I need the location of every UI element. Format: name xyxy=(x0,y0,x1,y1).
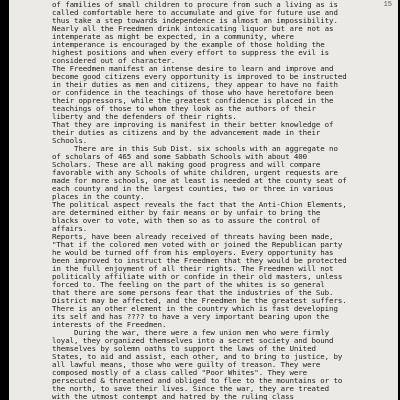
text-line: forced to. The feeling on the part of the whites is so general xyxy=(52,280,325,289)
text-line: persecuted & threatened and obliged to flee to the mountains or to xyxy=(52,376,343,385)
text-line: There is an other element in the country which is fast developing xyxy=(52,304,338,313)
text-line: all lawful means, those who were guilty of treason. They were xyxy=(52,360,321,369)
text-line: blacks over to vote, with them so as to assure the control of xyxy=(52,216,321,225)
text-line: each county and in the largest counties, two or three in various xyxy=(52,184,334,193)
text-line: During the war, there were a few union men who were firmly xyxy=(52,328,330,337)
text-line: Schools. xyxy=(52,136,88,145)
text-line: composed mostly of a class called "Poor Whites". They were xyxy=(52,368,308,377)
text-line: considered out of character. xyxy=(52,56,176,65)
text-line: "That if the colored men voted with or joined the Republican party xyxy=(52,240,343,249)
text-line: are determined either by fair means or by unfair to bring the xyxy=(52,208,321,217)
text-line: of scholars of 465 and some Sabbath Schools with about 400 xyxy=(52,152,308,161)
text-line: The political aspect reveals the fact that the Anti-Chion Elements, xyxy=(52,200,347,209)
text-line: Reports, have been already received of threats having been made, xyxy=(52,232,334,241)
text-line: favorable with any Schools of white children, urgent requests are xyxy=(52,168,338,177)
text-line: he would be turned off from his employers. Every opportunity has xyxy=(52,248,334,257)
text-line: States, to aid and assist, each other, and to bring to justice, by xyxy=(52,352,343,361)
text-line: affairs. xyxy=(52,224,88,233)
text-line: themselves by solemn oaths to support the laws of the United xyxy=(52,344,316,353)
text-line: their duties as citizens and by the advancement made in their xyxy=(52,128,321,137)
text-line: made for more schools, one at least is needed at the county seat of xyxy=(52,176,347,185)
text-line: become good citizens every opportunity is improved to be instructed xyxy=(52,72,347,81)
text-line: that there are some persons fear that the industries of the Sub. xyxy=(52,288,334,297)
text-line: Nearly all the Freedmen drink intoxicating liquor but are not as xyxy=(52,24,334,33)
text-line: loyal, they organized themselves into a secret society and bound xyxy=(52,336,334,345)
text-line: interests of the Freedmen. xyxy=(52,320,167,329)
text-line: teachings of those to whom they look as the authors of their xyxy=(52,104,316,113)
text-line: liberty and the defenders of their rights. xyxy=(52,112,237,121)
text-line: Scholars. These are all making good progress and will compare xyxy=(52,160,321,169)
text-line: or confidence in the teachings of those who have heretofore been xyxy=(52,88,334,97)
text-line: politically affiliate with or confide in their old masters, unless xyxy=(52,272,343,281)
text-line: places in the county. xyxy=(52,192,145,201)
text-line: highest positions and when every effort to suppress the evil is xyxy=(52,48,330,57)
text-line: intemperance is encouraged by the example of those holding the xyxy=(52,40,325,49)
text-line: The Freedmen manifest an intense desire to learn and improve and xyxy=(52,64,334,73)
text-line: That they are improving is manifest in their better knowledge of xyxy=(52,120,334,129)
text-line: thus take a step towards independence is almost an impossibility. xyxy=(52,16,338,25)
text-line: the north, to save their lives. Since the war, they are treated xyxy=(52,384,330,393)
document-page xyxy=(9,0,398,400)
text-line: of families of small children to procure from such a living as is xyxy=(52,0,338,9)
text-line: been improved to instruct the Freedmen that they would be protected xyxy=(52,256,347,265)
text-line: with the utmost contempt and hatred by the ruling class xyxy=(52,392,294,400)
text-line: There are in this Sub Dist. six schools with an aggregate no xyxy=(52,144,338,153)
text-line: their oppressors, while the greatest confidence is placed in the xyxy=(52,96,334,105)
text-line: in their duties as men and citizens, they appear to have no faith xyxy=(52,80,338,89)
page-number: 15 xyxy=(383,1,392,9)
text-line: intemperate as might be expected, in a community, where xyxy=(52,32,294,41)
text-line: called comfortable here to accumulate and give for future use and xyxy=(52,8,338,17)
text-line: in the full enjoyment of all their rights. The Freedmen will not xyxy=(52,264,334,273)
typed-text-block xyxy=(52,1,392,400)
text-line: District may be affected, and the Freedmen be the greatest suffers. xyxy=(52,296,347,305)
text-line: its self and has ???? to have a very important bearing upon the xyxy=(52,312,330,321)
